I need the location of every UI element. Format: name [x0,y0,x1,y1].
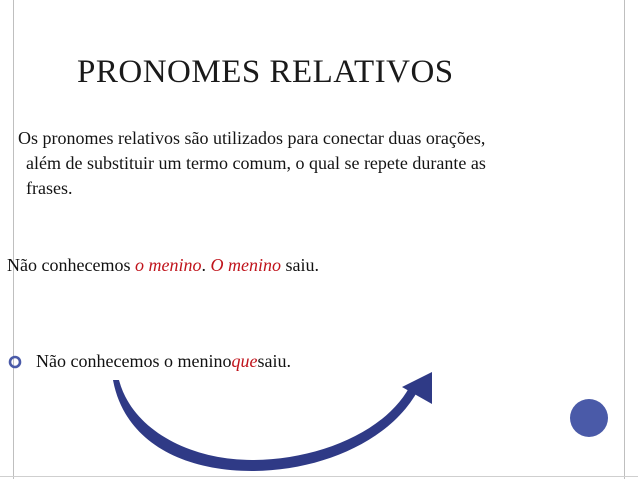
bullet-text-part2: saiu. [257,351,291,371]
bullet-text-part1: Não conhecemos o menino [36,351,232,371]
slide-title: PRONOMES RELATIVOS [77,54,454,90]
example-text-part3: saiu. [280,255,319,275]
intro-line-3: frases. [26,178,73,198]
example-highlight-1: o menino [134,255,202,275]
example-highlight-2: O menino [210,255,281,275]
example-text-part1: Não conhecemos [7,255,135,275]
intro-line-2: além de substituir um termo comum, o qual se repete durante as [26,153,486,173]
intro-line-1: Os pronomes relativos são utilizados para conectar duas orações, [18,128,486,148]
bullet-highlight-que: que [231,351,258,371]
example-text-part2: . [201,255,211,275]
decorative-dot [570,399,608,437]
